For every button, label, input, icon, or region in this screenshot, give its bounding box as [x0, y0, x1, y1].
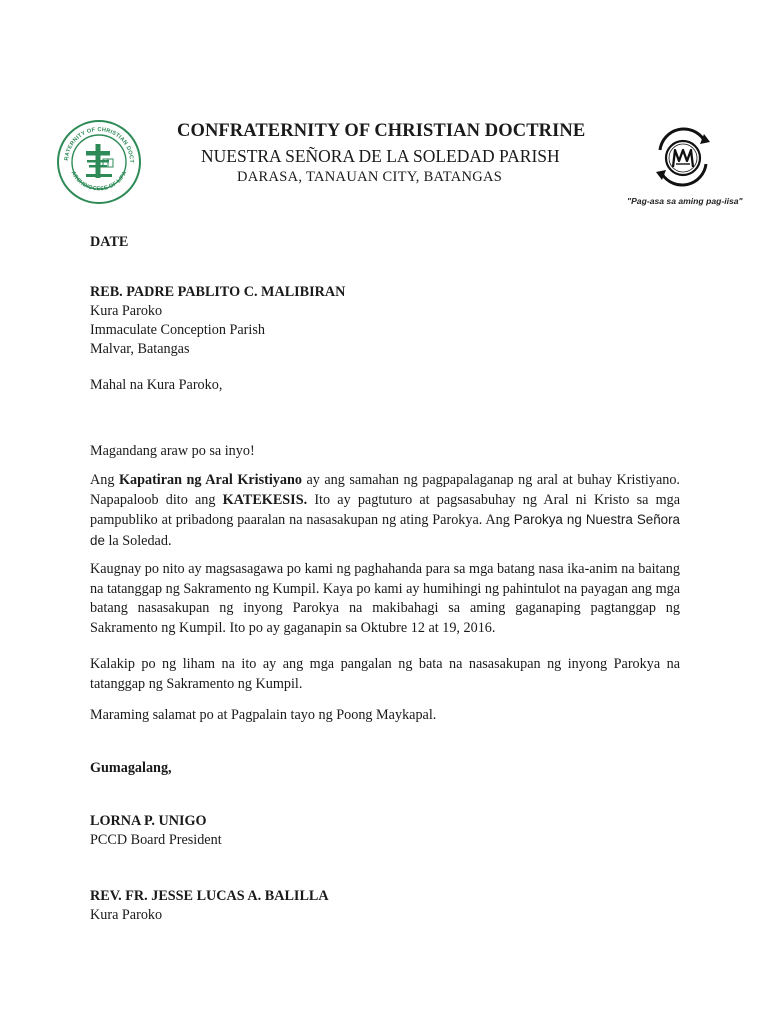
ccd-seal-logo: [56, 119, 142, 205]
paragraph-request: Kaugnay po nito ay magsasagawa po kami ng paghahanda para sa mga batang nasa ika-anim na baitang na tatanggap ng Sakramento ng Kumpil. Kaya po kami ay humihingi ng pahintulot na payagan ang mga batang nasasakupan ng inyong Parokya na makibahagi sa aming gaganaping pagtanggap ng Sakramento ng Kumpil. Ito po ay gaganapin sa Oktubre 12 at 19, 2016.: [90, 561, 680, 636]
marian-emblem-icon: [648, 122, 718, 192]
signatory2-name: REV. FR. JESSE LUCAS A. BALILLA: [90, 888, 329, 904]
parish-name-inline: Parokya ng Nuestra Señora de: [90, 512, 681, 548]
signatory1-title: PCCD Board President: [90, 832, 222, 848]
org-name-bold: Kapatiran ng Aral Kristiyano: [118, 472, 302, 488]
seal-ring-text-top: RATERNITY OF CHRISTIAN DOCT: [63, 126, 135, 164]
address-heading: DARASA, TANAUAN CITY, BATANGAS: [237, 169, 503, 185]
paragraph-intro: [90, 471, 680, 551]
seal-graphic: [56, 119, 142, 205]
recipient-name: REB. PADRE PABLITO C. MALIBIRAN: [90, 284, 346, 300]
seal-ring-text-bottom: ARCHDIOCESE OF LIPA: [69, 170, 129, 193]
date-label: DATE: [90, 234, 129, 250]
salutation: Mahal na Kura Paroko,: [90, 377, 223, 393]
signatory1-name: LORNA P. UNIGO: [90, 813, 207, 829]
para1-prefix: Ang: [90, 472, 119, 488]
hope-logo: [648, 122, 718, 192]
recipient-location: Malvar, Batangas: [90, 341, 190, 357]
parish-name-heading: NUESTRA SEÑORA DE LA SOLEDAD PARISH: [201, 146, 560, 166]
recipient-title: Kura Paroko: [90, 303, 163, 319]
org-name-heading: CONFRATERNITY OF CHRISTIAN DOCTRINE: [177, 121, 586, 141]
greeting: Magandang araw po sa inyo!: [90, 443, 255, 459]
para1-suffix: la Soledad.: [104, 532, 172, 549]
logo-motto: "Pag-asa sa aming pag-iisa": [627, 196, 743, 206]
para1-mid1: ay ang samahan ng pagpapalaganap ng aral at buhay Kristiyano. Napapaloob dito ang: [90, 472, 680, 508]
para1-mid2: Ito ay pagtuturo at pagsasabuhay ng Aral ni Kristo sa mga pampubliko at pribadong paaralan na nasasakupan ng ating Parokya. Ang: [90, 491, 681, 528]
signatory2-title: Kura Paroko: [90, 907, 163, 923]
closing: Gumagalang,: [90, 760, 172, 776]
katekesis-bold: KATEKESIS.: [222, 491, 308, 508]
paragraph-attachment: Kalakip po ng liham na ito ay ang mga pangalan ng bata na nasasakupan ng inyong Parokya na tatanggap ng Sakramento ng Kumpil.: [90, 656, 680, 692]
paragraph-thanks: Maraming salamat po at Pagpalain tayo ng Poong Maykapal.: [90, 707, 437, 723]
recipient-parish: Immaculate Conception Parish: [90, 322, 265, 338]
